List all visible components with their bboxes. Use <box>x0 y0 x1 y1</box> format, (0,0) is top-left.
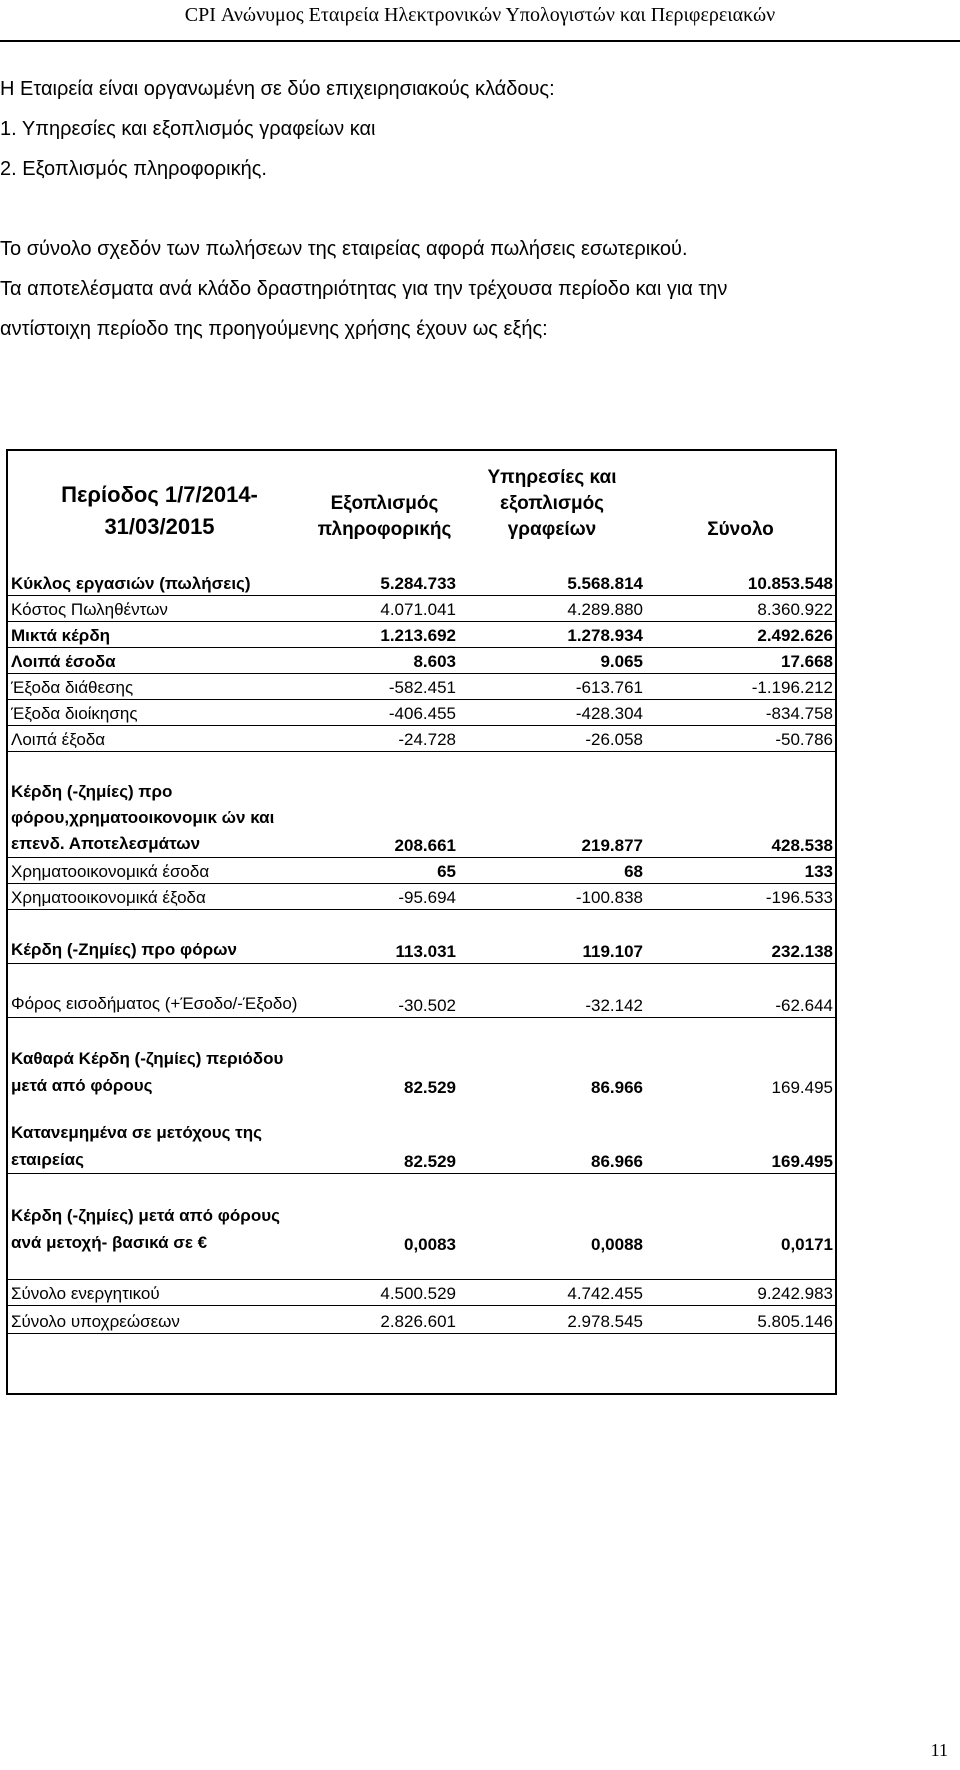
table-row: Κόστος Πωληθέντων 4.071.041 4.289.880 8.360.922 <box>8 595 835 621</box>
table-row: Κέρδη (-ζημίες) προ φόρου,χρηματοοικονομικ ών και επενδ. Αποτελεσμάτων 208.661 219.877 428.538 <box>8 751 835 857</box>
table-row: Κύκλος εργασιών (πωλήσεις) 5.284.733 5.568.814 10.853.548 <box>8 543 835 595</box>
table-row: Χρηματοοικονομικά έσοδα 65 68 133 <box>8 857 835 883</box>
intro-paragraph-1: Η Εταιρεία είναι οργανωμένη σε δύο επιχειρησιακούς κλάδους: <box>0 78 555 100</box>
table-row: Καθαρά Κέρδη (-ζημίες) περιόδου μετά από φόρους 82.529 86.966 169.495 <box>11 1049 833 1097</box>
segment-results-table <box>6 449 837 1395</box>
table-row: Κέρδη (-ζημίες) μετά από φόρους ανά μετοχή- βασικά σε € 0,0083 0,0088 0,0171 <box>11 1205 833 1254</box>
table-row: Κατανεμημένα σε μετόχους της εταιρείας 82.529 86.966 169.495 <box>8 1119 835 1174</box>
col-header-total: Σύνολο <box>707 519 774 540</box>
intro-list-item-2: 2. Εξοπλισμός πληροφορικής. <box>0 158 267 180</box>
intro-list-item-1: 1. Υπηρεσίες και εξοπλισμός γραφείων και <box>0 118 376 140</box>
table-row: Έξοδα διοίκησης -406.455 -428.304 -834.758 <box>8 699 835 725</box>
table-row: Έξοδα διάθεσης -582.451 -613.761 -1.196.212 <box>8 673 835 699</box>
table-row: Σύνολο ενεργητικού 4.500.529 4.742.455 9.242.983 <box>8 1280 835 1306</box>
period-header: Περίοδος 1/7/2014- 31/03/2015 <box>61 482 258 539</box>
table-row: Λοιπά έσοδα 8.603 9.065 17.668 <box>8 647 835 673</box>
table-row: Χρηματοοικονομικά έξοδα -95.694 -100.838 -196.533 <box>8 883 835 909</box>
table-row: Λοιπά έξοδα -24.728 -26.058 -50.786 <box>8 725 835 751</box>
header-rule <box>0 40 960 42</box>
document-header: CPI Ανώνυμος Εταιρεία Ηλεκτρονικών Υπολογιστών και Περιφερειακών <box>184 4 776 26</box>
intro-paragraph-2: Το σύνολο σχεδόν των πωλήσεων της εταιρείας αφορά πωλήσεις εσωτερικού. <box>0 238 688 260</box>
intro-paragraph-3-line-2: αντίστοιχη περίοδο της προηγούμενης χρήσης έχουν ως εξής: <box>0 318 548 340</box>
col-header-it-equipment: Εξοπλισμός πληροφορικής <box>317 493 452 540</box>
intro-paragraph-3-line-1: Τα αποτελέσματα ανά κλάδο δραστηριότητας για την τρέχουσα περίοδο και για την <box>0 278 728 300</box>
table-row: Κέρδη (-Ζημίες) προ φόρων 113.031 119.107 232.138 <box>8 909 835 963</box>
col-header-office-services: Υπηρεσίες και εξοπλισμός γραφείων <box>487 467 617 540</box>
table-row: Σύνολο υποχρεώσεων 2.826.601 2.978.545 5.805.146 <box>8 1306 835 1334</box>
table-row: Φόρος εισοδήματος (+Έσοδο/-Έξοδο) -30.502 -32.142 -62.644 <box>8 963 835 1017</box>
table-row: Μικτά κέρδη 1.213.692 1.278.934 2.492.626 <box>8 621 835 647</box>
page-number: 11 <box>930 1740 948 1760</box>
